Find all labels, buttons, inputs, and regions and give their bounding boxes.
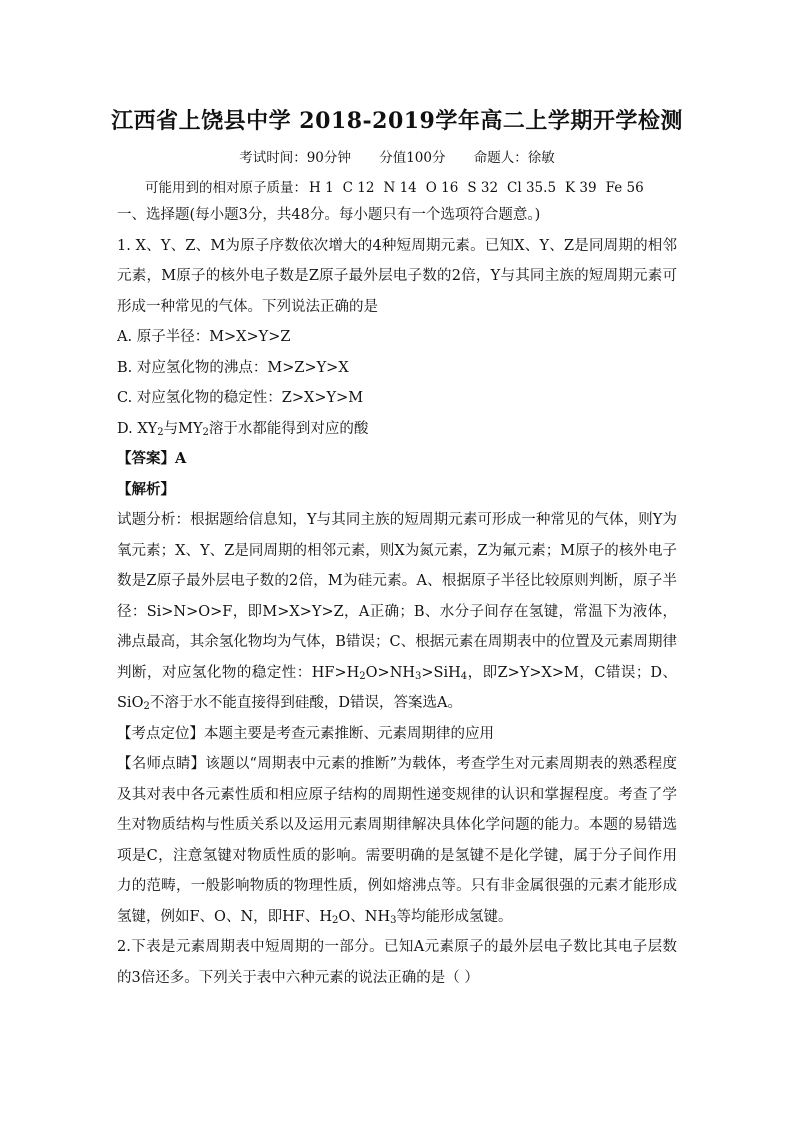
atomic-masses-label: 可能用到的相对原子质量： — [145, 180, 307, 196]
question-1-kaodian: 【考点定位】本题主要是考查元素推断、元素周期律的应用 — [117, 725, 494, 742]
option-d-text: 与MY — [163, 420, 203, 437]
subscript: 4 — [460, 670, 468, 682]
subscript: 3 — [390, 914, 397, 926]
atomic-mass-item: S 32 — [467, 180, 499, 196]
mingshi-text: 该题以“周期表中元素的推断”为载体，考查学生对元素周期表的熟悉程度及其对表中各元素性质和相应原子结构的周期性递变规律的认识和掌握程度。考查了学生对物质结构与性质关系以及运用元素周期律解决具体化学问题的能力。本题的易错选项是C，注意氢键对物质性质的影响。需要明确的是氢键不是化学键，属于分子间作用力的范畴，一般影响物质的物理性质，例如熔沸点等。只有非金属很强的元素才能形成氢键，例如F、O、N，即HF、H — [117, 756, 678, 925]
atomic-mass-item: O 16 — [425, 180, 459, 196]
question-1-analysis-label: 【解析】 — [117, 480, 175, 498]
exam-meta — [0, 146, 794, 166]
subscript: 2 — [157, 426, 164, 438]
question-1-answer: 【答案】A — [117, 450, 187, 467]
mingshi-text: 等均能形成氢键。 — [396, 908, 513, 925]
section-heading: 一、选择题(每小题3分，共48分。每小题只有一个选项符合题意。) — [117, 207, 541, 223]
atomic-mass-item: K 39 — [565, 180, 597, 196]
option-d-text: 溶于水都能得到对应的酸 — [208, 420, 369, 437]
question-1-option-c: C. 对应氢化物的稳定性：Z>X>Y>M — [117, 390, 364, 406]
page-title: 江西省上饶县中学 2018-2019学年高二上学期开学检测 — [111, 108, 683, 134]
mingshi-label: 【名师点睛】 — [117, 756, 206, 772]
analysis-text: >SiH — [421, 664, 461, 681]
question-1-option-a: A. 原子半径：M>X>Y>Z — [117, 329, 291, 345]
exam-time: 考试时间：90分钟 — [239, 150, 351, 166]
subscript: 2 — [332, 914, 339, 926]
subscript: 2 — [202, 426, 209, 438]
subscript: 2 — [359, 670, 366, 682]
option-d-text: D. XY — [117, 420, 158, 437]
exam-content — [117, 200, 677, 993]
question-1-mingshi — [117, 749, 677, 932]
atomic-mass-item: N 14 — [383, 180, 417, 196]
question-2-stem: 2.下表是元素周期表中短周期的一部分。已知A元素原子的最外层电子数比其电子层数的3倍还多。下列关于表中六种元素的说法正确的是（ ） — [117, 939, 677, 986]
exam-score: 分值100分 — [379, 150, 446, 166]
question-1-stem: 1. X、Y、Z、M为原子序数依次增大的4种短周期元素。已知X、Y、Z是同周期的相邻元素，M原子的核外电子数是Z原子最外层电子数的2倍，Y与其同主族的短周期元素可形成一种常见的气体。下列说法正确的是 — [117, 237, 677, 315]
analysis-text: 试题分析：根据题给信息知，Y与其同主族的短周期元素可形成一种常见的气体，则Y为氧元素；X、Y、Z是同周期的相邻元素，则X为氮元素，Z为氟元素；M原子的核外电子数是Z原子最外层电子数的2倍，M为硅元素。A、根据原子半径比较原则判断，原子半径：Si>N>O>F，即M>X>Y>Z，A正确；B、水分子间存在氢键，常温下为液体，沸点最高，其余氢化物均为气体，B错误；C、根据元素在周期表中的位置及元素周期律判断，对应氢化物的稳定性：HF>H — [117, 512, 677, 681]
subscript: 2 — [143, 701, 150, 712]
subscript: 3 — [415, 670, 422, 682]
exam-author: 命题人：徐敏 — [473, 150, 555, 166]
atomic-mass-item: Cl 35.5 — [507, 180, 557, 196]
question-1-option-b: B. 对应氢化物的沸点：M>Z>Y>X — [117, 359, 349, 376]
atomic-masses — [145, 176, 653, 196]
question-1-option-d — [117, 414, 677, 445]
question-1-analysis — [117, 505, 677, 719]
analysis-text: 不溶于水不能直接得到硅酸，D错误，答案选A。 — [149, 695, 462, 711]
mingshi-text: O、NH — [338, 908, 391, 925]
atomic-mass-item: Fe 56 — [605, 180, 644, 196]
atomic-mass-item: C 12 — [342, 180, 375, 196]
analysis-text: O>NH — [365, 664, 416, 681]
analysis-text: ，即Z>Y>X>M，C错误；D、SiO — [117, 664, 677, 711]
atomic-mass-item: H 1 — [309, 180, 334, 196]
